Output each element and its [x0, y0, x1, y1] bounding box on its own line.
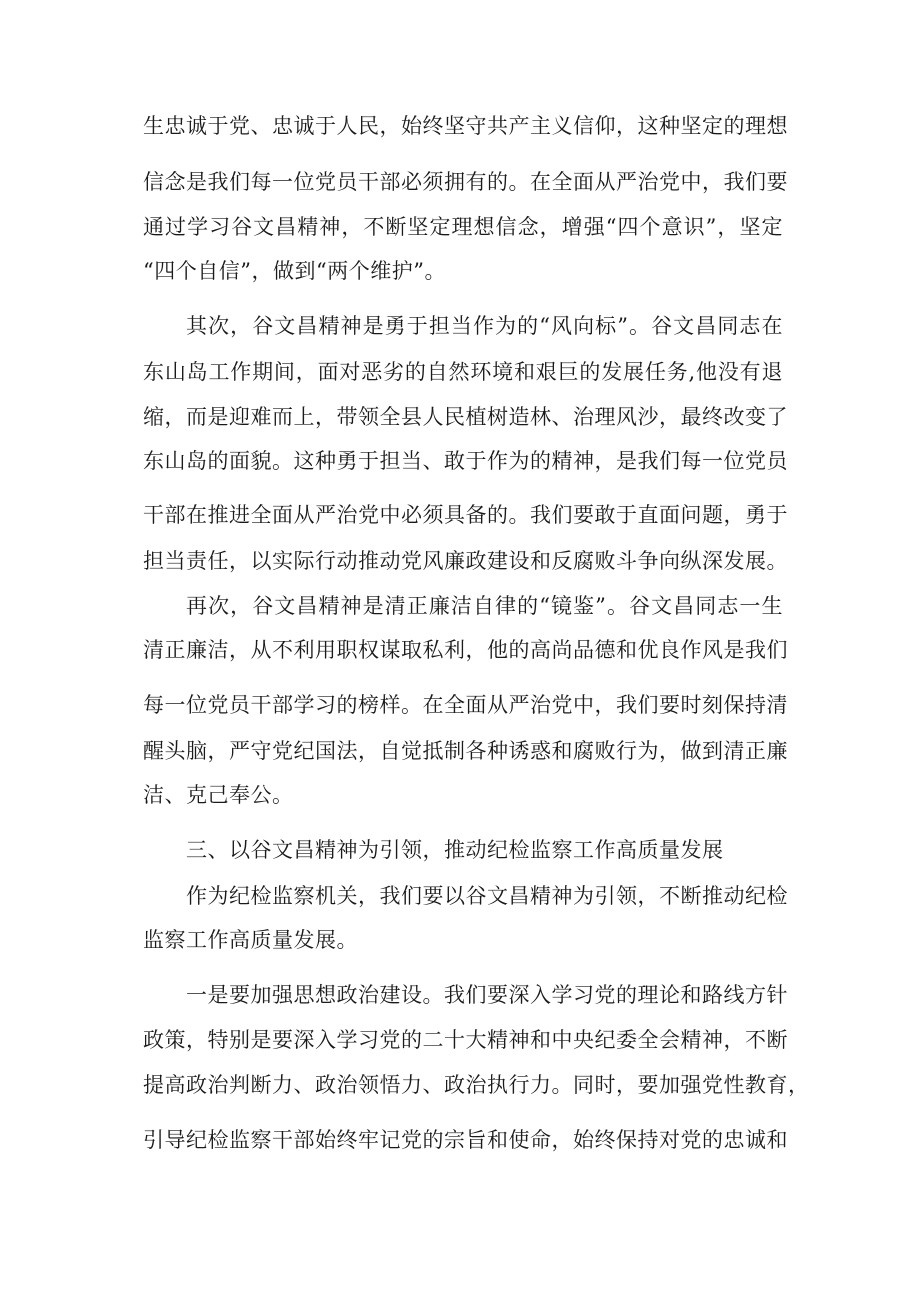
text-line: 清正廉洁，从不利用职权谋取私利，他的高尚品德和优良作风是我们	[143, 638, 788, 662]
text-line: 担当责任，以实际行动推动党风廉政建设和反腐败斗争向纵深发展。	[143, 549, 788, 573]
text-line: 一是要加强思想政治建设。我们要深入学习党的理论和路线方针	[186, 983, 788, 1007]
text-line: 作为纪检监察机关，我们要以谷文昌精神为引领，不断推动纪检	[186, 884, 788, 908]
text-line: 生忠诚于党、忠诚于人民，始终坚守共产主义信仰，这种坚定的理想	[143, 114, 788, 138]
text-line: 信念是我们每一位党员干部必须拥有的。在全面从严治党中，我们要	[143, 170, 788, 194]
text-line: 通过学习谷文昌精神，不断坚定理想信念，增强“四个意识”，坚定	[143, 215, 783, 239]
text-line: 再次，谷文昌精神是清正廉洁自律的“镜鉴”。谷文昌同志一生	[186, 594, 783, 618]
text-line: “四个自信”，做到“两个维护”。	[143, 259, 446, 283]
text-line: 每一位党员干部学习的榜样。在全面从严治党中，我们要时刻保持清	[143, 693, 788, 717]
text-line: 东山岛工作期间，面对恶劣的自然环境和艰巨的发展任务,他没有退	[143, 360, 783, 384]
text-line: 提高政治判断力、政治领悟力、政治执行力。同时，要加强党性教育，	[143, 1073, 810, 1097]
text-line: 引导纪检监察干部始终牢记党的宗旨和使命，始终保持对党的忠诚和	[143, 1128, 788, 1152]
text-line: 干部在推进全面从严治党中必须具备的。我们要敢于直面问题，勇于	[143, 503, 788, 527]
text-line: 缩，而是迎难而上，带领全县人民植树造林、治理风沙，最终改变了	[143, 405, 788, 429]
text-line: 洁、克己奉公。	[143, 783, 294, 807]
text-line: 东山岛的面貌。这种勇于担当、敢于作为的精神，是我们每一位党员	[143, 449, 788, 473]
text-line: 醒头脑，严守党纪国法，自觉抵制各种诱惑和腐败行为，做到清正廉	[143, 739, 788, 763]
text-line: 其次，谷文昌精神是勇于担当作为的“风向标”。谷文昌同志在	[186, 314, 783, 338]
text-line: 监察工作高质量发展。	[143, 928, 358, 952]
text-line: 政策，特别是要深入学习党的二十大精神和中央纪委全会精神，不断	[143, 1028, 788, 1052]
section-heading: 三、以谷文昌精神为引领，推动纪检监察工作高质量发展	[186, 838, 724, 862]
